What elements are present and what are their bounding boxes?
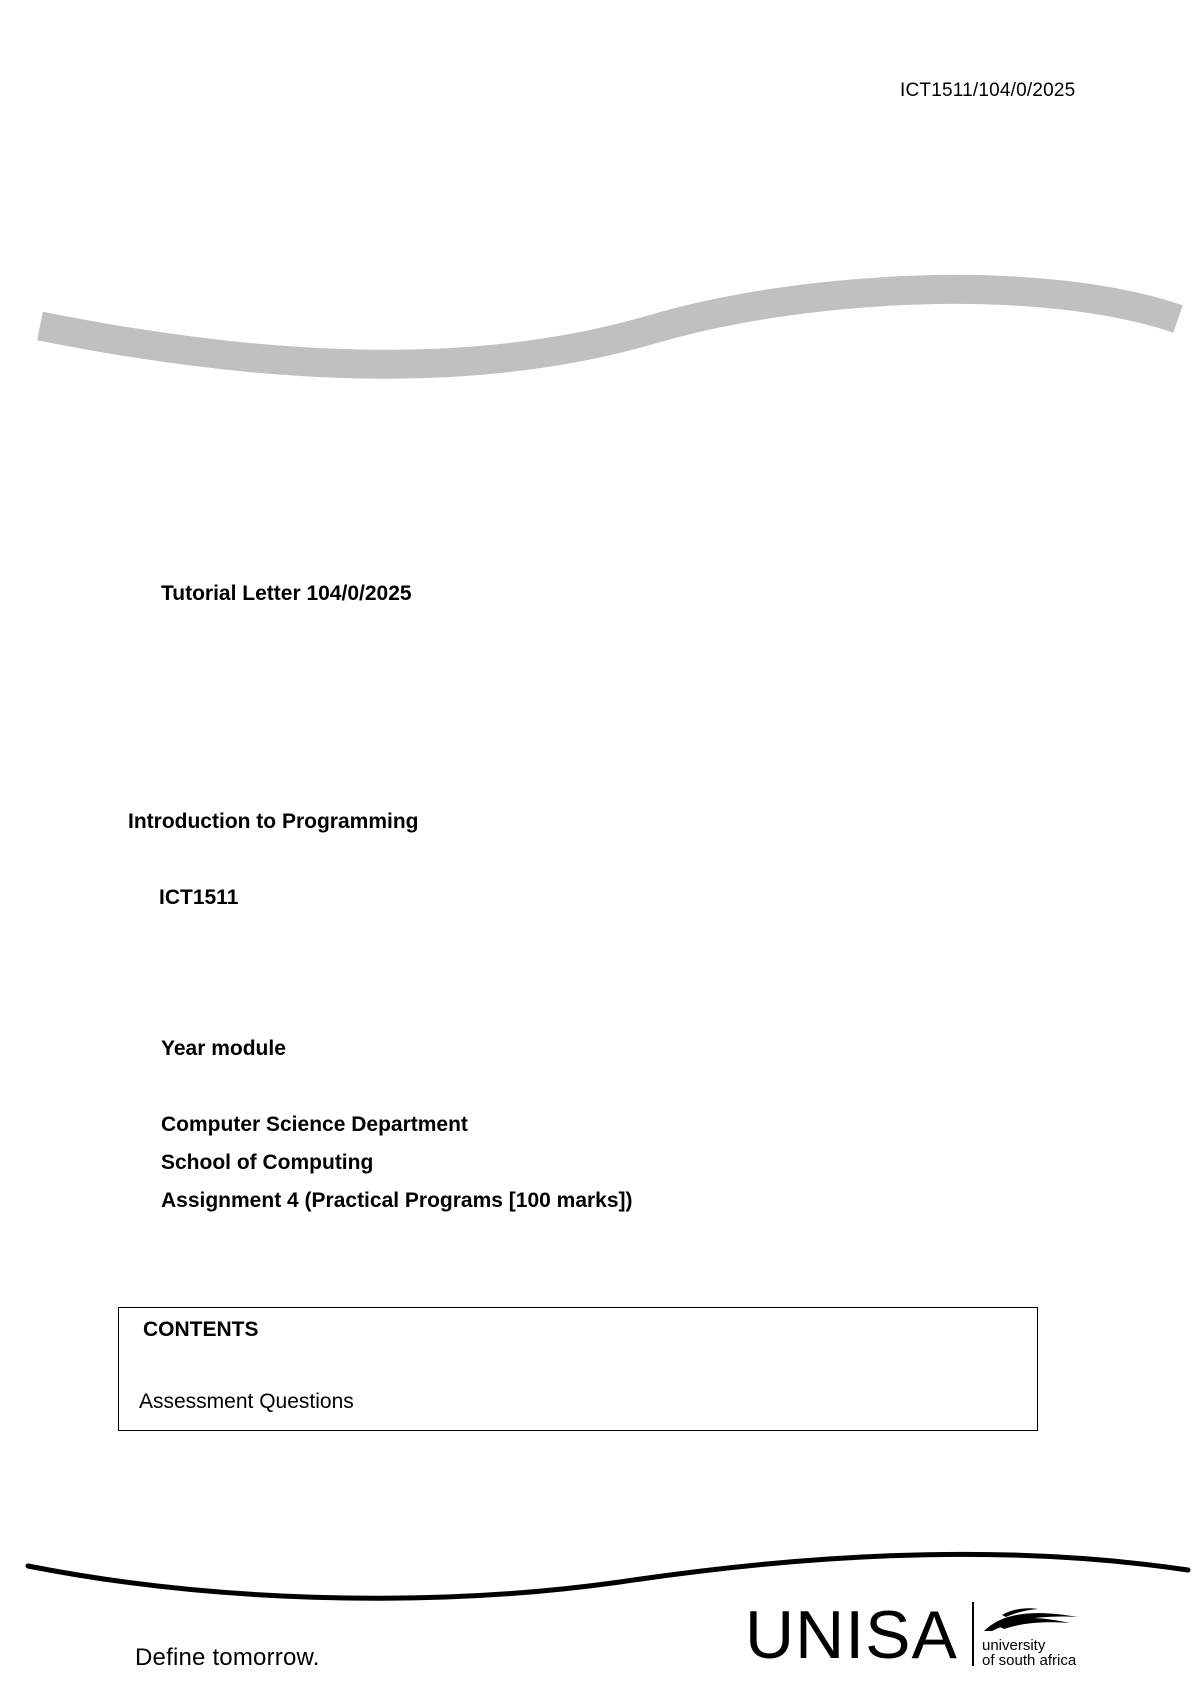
document-reference-code: ICT1511/104/0/2025: [900, 80, 1076, 101]
unisa-wings-icon: [982, 1605, 1082, 1637]
unisa-logo-subtitle-line-1: university: [982, 1637, 1046, 1654]
school-name: School of Computing: [161, 1151, 374, 1174]
unisa-logo-wordmark: UNISA: [745, 1597, 958, 1673]
assignment-title: Assignment 4 (Practical Programs [100 marks]): [161, 1189, 633, 1212]
module-name: Introduction to Programming: [128, 810, 419, 833]
unisa-logo-subtitle: [982, 1638, 1076, 1668]
contents-item: Assessment Questions: [139, 1390, 354, 1413]
unisa-logo-subtitle-line-2: of south africa: [982, 1652, 1077, 1669]
contents-box: [118, 1307, 1038, 1431]
bottom-swoosh-decoration: [0, 1500, 1200, 1620]
module-type: Year module: [161, 1037, 286, 1060]
tutorial-letter-title: Tutorial Letter 104/0/2025: [161, 582, 412, 605]
department-name: Computer Science Department: [161, 1113, 468, 1136]
top-swoosh-decoration: [0, 0, 1200, 420]
footer-slogan: Define tomorrow.: [135, 1644, 320, 1671]
contents-heading: CONTENTS: [143, 1318, 259, 1341]
logo-divider: [972, 1602, 974, 1666]
module-code: ICT1511: [159, 886, 239, 909]
